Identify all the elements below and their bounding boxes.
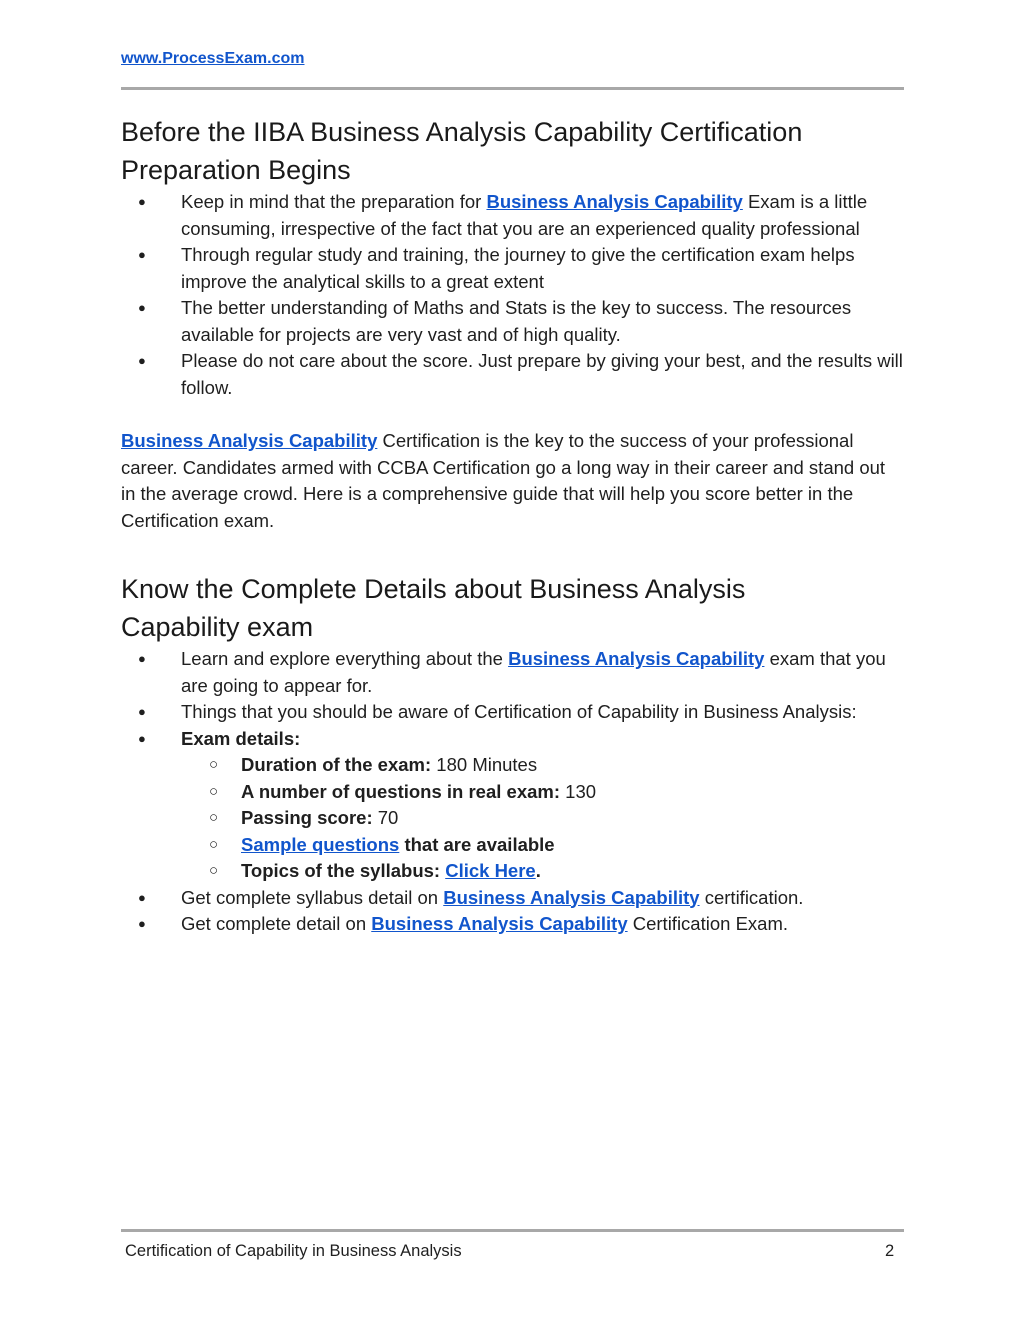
bullet-text: Get complete syllabus detail on (181, 886, 444, 908)
list-item (121, 726, 904, 885)
page-content (121, 113, 904, 938)
list-item (121, 348, 904, 401)
duration-value: 180 Minutes (431, 754, 538, 775)
header-divider (121, 87, 904, 90)
section1-heading (121, 113, 904, 189)
section2-heading-line2: Capability exam (121, 612, 314, 642)
list-item (121, 805, 904, 832)
section2-heading-line1: Know the Complete Details about Business Analysis (121, 574, 746, 604)
business-analysis-capability-link[interactable]: Business Analysis Capability (443, 886, 700, 908)
bullet-text: Please do not care about the score. Just prepare by giving your best, and the results will follow. (181, 350, 903, 398)
list-item (121, 242, 904, 295)
passing-score-label: Passing score: (241, 807, 373, 828)
bullet-text: The better understanding of Maths and Stats is the key to success. The resources available for projects are very vast and of high quality. (181, 297, 852, 345)
bullet-text: Get complete detail on (181, 913, 372, 934)
topics-label: Topics of the syllabus: (241, 860, 446, 881)
sample-questions-link[interactable]: Sample questions (241, 833, 400, 855)
list-item (121, 189, 904, 242)
page-number: 2 (885, 1242, 895, 1260)
business-analysis-capability-link[interactable]: Business Analysis Capability (371, 913, 628, 934)
bullet-text: exam that you are going to appear for. (181, 648, 886, 696)
list-item (121, 699, 904, 726)
bullet-text: Certification Exam. (627, 913, 788, 934)
site-link[interactable]: www.ProcessExam.com (121, 50, 305, 67)
list-item (121, 752, 904, 779)
section1-heading-line2: Preparation Begins (121, 155, 351, 185)
bullet-text: Learn and explore everything about the (181, 648, 509, 669)
footer-divider (121, 1229, 904, 1232)
list-item (121, 646, 904, 699)
section1-heading-line1: Before the IIBA Business Analysis Capability Certification (121, 117, 803, 147)
section2-heading (121, 570, 904, 646)
list-item (121, 885, 904, 912)
intro-paragraph (121, 428, 904, 534)
business-analysis-capability-link[interactable]: Business Analysis Capability (486, 191, 743, 212)
list-item (121, 858, 904, 885)
section2-bullet-list (121, 646, 904, 938)
bullet-text: Things that you should be aware of Certification of Capability in Business Analysis: (181, 701, 857, 722)
list-item (121, 295, 904, 348)
passing-score-value: 70 (372, 807, 399, 828)
bullet-text: Exam is a little consuming, irrespective of the fact that you are an experienced quality professional (181, 191, 868, 239)
section1-bullet-list (121, 189, 904, 401)
footer-title: Certification of Capability in Business Analysis (125, 1242, 462, 1260)
business-analysis-capability-link[interactable]: Business Analysis Capability (508, 648, 765, 669)
click-here-link[interactable]: Click Here (445, 860, 536, 881)
topics-period: . (535, 860, 541, 881)
exam-details-label: Exam details: (181, 727, 301, 749)
bullet-text: Keep in mind that the preparation for (181, 191, 487, 212)
business-analysis-capability-link[interactable]: Business Analysis Capability (121, 430, 378, 451)
paragraph-text: Certification is the key to the success of your professional career. Candidates armed with CCBA Certification go a long way in their career and stand out in the average crowd. Here is a comprehensive guide that will help you score better in the Certification exam. (121, 430, 886, 531)
bullet-text: Through regular study and training, the journey to give the certification exam helps improve the analytical skills to a great extent (181, 244, 855, 292)
list-item (121, 832, 904, 859)
sample-questions-text: that are available (399, 833, 555, 855)
bullet-text: certification. (699, 886, 804, 908)
questions-value: 130 (560, 780, 597, 802)
exam-details-list (121, 752, 904, 885)
duration-label: Duration of the exam: (241, 754, 432, 775)
list-item (121, 911, 904, 938)
list-item (121, 779, 904, 806)
questions-label: A number of questions in real exam: (241, 780, 561, 802)
